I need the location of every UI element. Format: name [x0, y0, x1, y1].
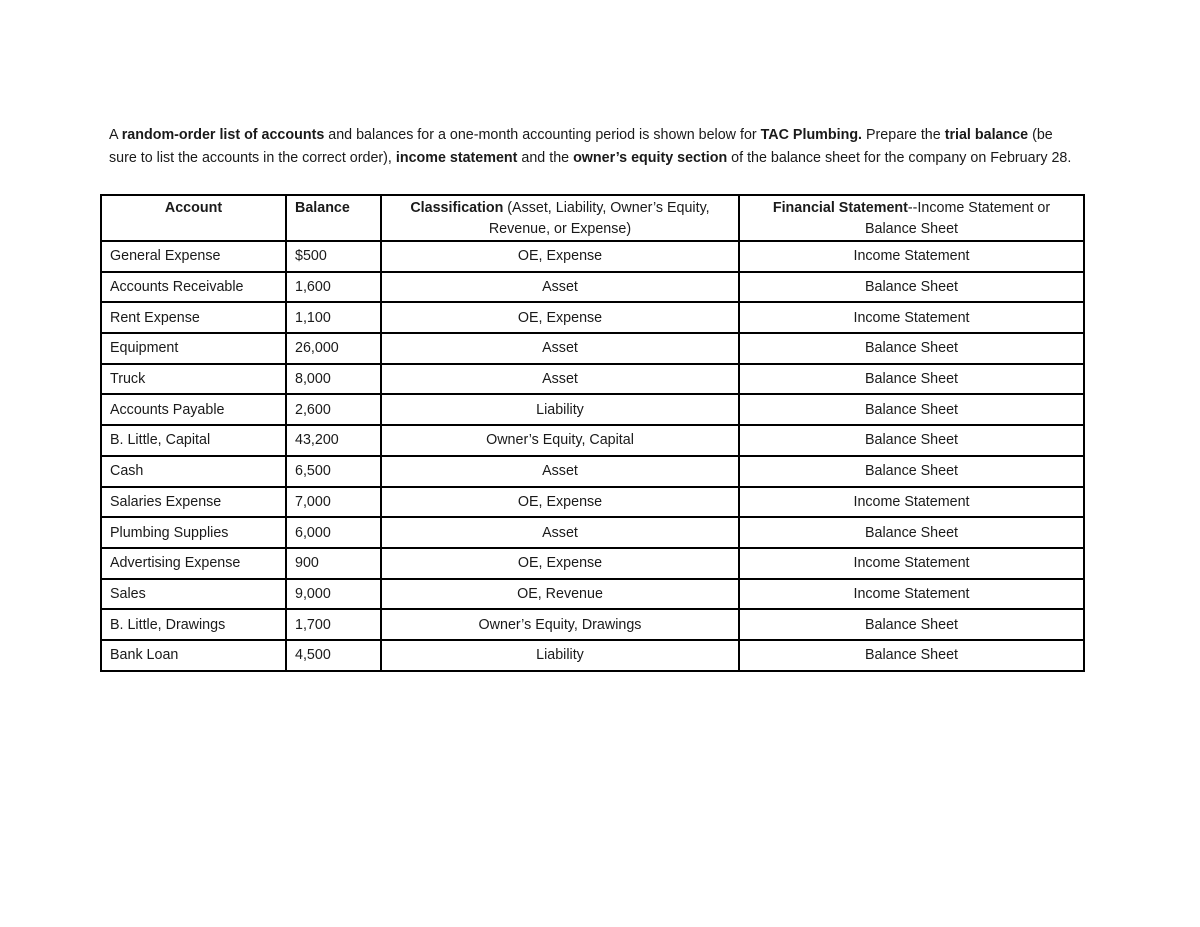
table-row — [101, 456, 1084, 487]
classification-cell: OE, Expense — [381, 548, 739, 579]
balance-cell: $500 — [286, 241, 381, 272]
classification-cell: Asset — [381, 364, 739, 395]
balance-cell: 2,600 — [286, 394, 381, 425]
financial-statement-cell: Balance Sheet — [739, 364, 1084, 395]
account-cell: Salaries Expense — [101, 487, 286, 518]
account-cell: Bank Loan — [101, 640, 286, 671]
account-cell: B. Little, Capital — [101, 425, 286, 456]
account-cell: Sales — [101, 579, 286, 610]
account-cell: General Expense — [101, 241, 286, 272]
table-row — [101, 517, 1084, 548]
table-row — [101, 333, 1084, 364]
classification-cell: Liability — [381, 394, 739, 425]
financial-statement-cell: Income Statement — [739, 548, 1084, 579]
table-body — [101, 241, 1084, 671]
financial-statement-cell: Balance Sheet — [739, 609, 1084, 640]
intro-bold-text: income statement — [395, 150, 518, 167]
header-balance: Balance — [286, 195, 381, 241]
table-header-row — [101, 195, 1084, 241]
account-cell: Equipment — [101, 333, 286, 364]
balance-cell: 900 — [286, 548, 381, 579]
balance-cell: 26,000 — [286, 333, 381, 364]
classification-cell: Liability — [381, 640, 739, 671]
balance-cell: 6,500 — [286, 456, 381, 487]
classification-cell: OE, Expense — [381, 302, 739, 333]
intro-text: Prepare the — [862, 127, 945, 144]
financial-statement-cell: Balance Sheet — [739, 456, 1084, 487]
classification-cell: OE, Expense — [381, 487, 739, 518]
intro-text: A — [109, 127, 122, 144]
balance-cell: 1,600 — [286, 272, 381, 303]
header-account: Account — [101, 195, 286, 241]
intro-bold-text: owner’s equity section — [573, 150, 728, 167]
classification-cell: OE, Expense — [381, 241, 739, 272]
classification-cell: Owner’s Equity, Capital — [381, 425, 739, 456]
balance-cell: 9,000 — [286, 579, 381, 610]
classification-cell: Owner’s Equity, Drawings — [381, 609, 739, 640]
table-row — [101, 640, 1084, 671]
financial-statement-cell: Balance Sheet — [739, 394, 1084, 425]
financial-statement-cell: Balance Sheet — [739, 517, 1084, 548]
financial-statement-cell: Income Statement — [739, 302, 1084, 333]
balance-cell: 8,000 — [286, 364, 381, 395]
account-cell: Rent Expense — [101, 302, 286, 333]
financial-statement-cell: Income Statement — [739, 487, 1084, 518]
header-classification: Classification (Asset, Liability, Owner’s Equity, Revenue, or Expense) — [381, 195, 739, 241]
financial-statement-cell: Balance Sheet — [739, 640, 1084, 671]
financial-statement-cell: Balance Sheet — [739, 272, 1084, 303]
account-cell: Plumbing Supplies — [101, 517, 286, 548]
balance-cell: 1,700 — [286, 609, 381, 640]
financial-statement-cell: Income Statement — [739, 241, 1084, 272]
intro-text: (be sure to list the accounts in the correct order), — [109, 127, 1053, 167]
account-cell: Advertising Expense — [101, 548, 286, 579]
intro-bold-text: random-order list of accounts — [121, 127, 325, 144]
table-row — [101, 272, 1084, 303]
instructions-paragraph — [109, 124, 1084, 170]
financial-statement-cell: Income Statement — [739, 579, 1084, 610]
company-name: TAC Plumbing. — [760, 127, 863, 144]
table-row — [101, 487, 1084, 518]
table-row — [101, 394, 1084, 425]
classification-cell: Asset — [381, 456, 739, 487]
balance-cell: 6,000 — [286, 517, 381, 548]
account-cell: Accounts Receivable — [101, 272, 286, 303]
table-row — [101, 548, 1084, 579]
classification-cell: OE, Revenue — [381, 579, 739, 610]
intro-text: of the balance sheet for the company on February 28. — [727, 150, 1072, 167]
accounts-table — [100, 194, 1085, 672]
balance-cell: 43,200 — [286, 425, 381, 456]
account-cell: Cash — [101, 456, 286, 487]
table-row — [101, 364, 1084, 395]
intro-bold-text: trial balance — [944, 127, 1029, 144]
table-row — [101, 425, 1084, 456]
intro-text: and balances for a one-month accounting period is shown below for — [324, 127, 761, 144]
classification-cell: Asset — [381, 333, 739, 364]
balance-cell: 7,000 — [286, 487, 381, 518]
account-cell: Accounts Payable — [101, 394, 286, 425]
header-financial-statement: Financial Statement--Income Statement or Balance Sheet — [739, 195, 1084, 241]
table-row — [101, 609, 1084, 640]
classification-cell: Asset — [381, 517, 739, 548]
table-row — [101, 302, 1084, 333]
financial-statement-cell: Balance Sheet — [739, 425, 1084, 456]
balance-cell: 1,100 — [286, 302, 381, 333]
table-row — [101, 241, 1084, 272]
account-cell: B. Little, Drawings — [101, 609, 286, 640]
balance-cell: 4,500 — [286, 640, 381, 671]
account-cell: Truck — [101, 364, 286, 395]
table-row — [101, 579, 1084, 610]
classification-cell: Asset — [381, 272, 739, 303]
financial-statement-cell: Balance Sheet — [739, 333, 1084, 364]
intro-text: and the — [517, 150, 574, 167]
